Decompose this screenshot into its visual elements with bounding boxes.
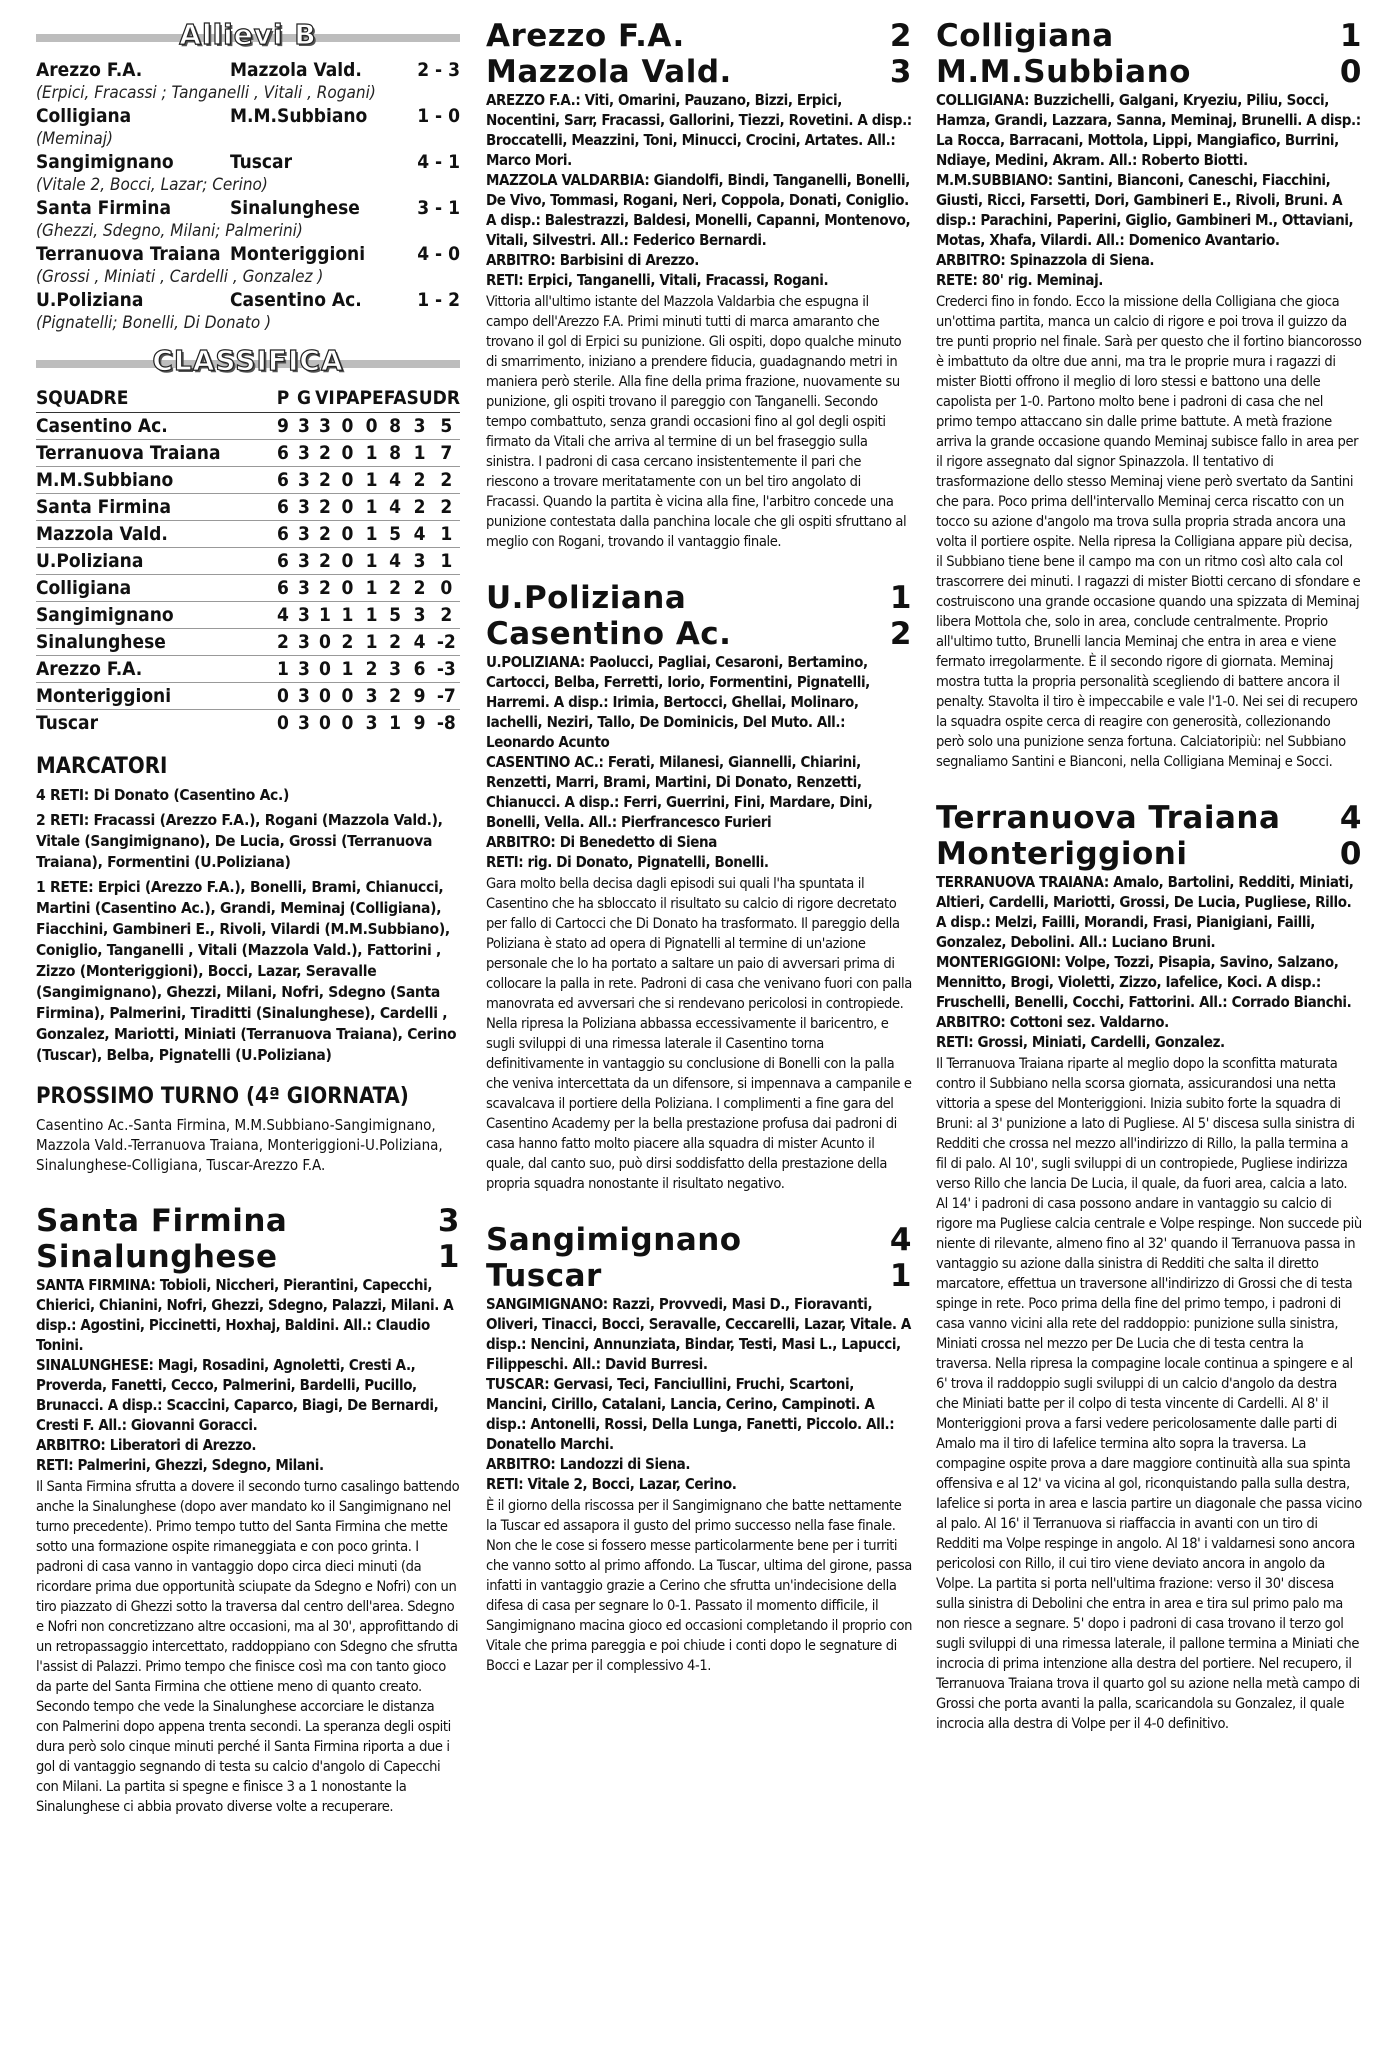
match-header: [486, 1222, 912, 1294]
stat-cell: 1: [359, 602, 383, 629]
result-away: Tuscar: [230, 151, 293, 173]
stat-cell: 0: [335, 467, 359, 494]
match-details: [486, 652, 912, 872]
result-scorers: (Erpici, Fracassi ; Tanganelli , Vitali , Rogani): [36, 83, 376, 103]
stat-cell: 5: [433, 413, 460, 440]
stat-cell: 3: [406, 602, 432, 629]
team-name: M.M.Subbiano: [36, 467, 272, 494]
match-report: Crederci fino in fondo. Ecco la missione della Colligiana che gioca un'ottima partita, manca un calcio di rigore e poi trova il guizzo da tre punti proprio nel finale. Sarà per questo che il fortino biancorosso è imbattuto da oltre due anni, ma tra le proprie mura i ragazzi di mister Biotti offrono il meglio di loro stessi e battono una delle capolista per 1-0. Partono molto bene i padroni di casa che nel primo tempo attaccano sin dalle prime battute. A metà frazione arriva la grande occasione quando Meminaj subisce fallo in area per il rigore assegnato dal signor Spinazzola. Il tentativo di trasformazione dello stesso Meminaj viene però svertato da Santini che para. Poco prima dell'intervallo Meminaj cerca riscatto con un tocco su azione d'angolo ma trova sulla propria strada ancora una volta il portiere ospite. Nella ripresa la Colligiana appare più decisa, il Subbiano tiene bene il campo ma con un ritmo così alto cala col trascorrere dei minuti. I ragazzi di mister Biotti cercano di sfondare e costruiscono una grande occasione quando una spizzata di Meminaj libera Mottola che, solo in area, conclude centralmente. Proprio all'ultimo tutto, Brunelli lancia Meminaj che entra in area e viene fermato irregolarmente. È il secondo rigore di giornata. Meminaj mostra tutta la propria personalità scegliendo di battere ancora il penalty. Stavolta il tiro è impeccabile e vale l'1-0. Nei sei di recupero la squadra ospite cerca di reagire con generosità, collezionando però solo una punizione senza fortuna. Calciatoripiù: nel Subbiano segnaliamo Santini e Bianconi, nella Colligiana Meminaj e Socci.: [936, 293, 1362, 770]
away-team: Casentino Ac.: [486, 616, 732, 652]
stat-cell: 4: [406, 629, 432, 656]
stat-cell: -3: [433, 656, 460, 683]
column-header: SQUADRE: [36, 384, 272, 413]
table-row: [36, 413, 460, 440]
column-header: DR: [433, 384, 460, 413]
result-scorers: (Meminaj): [36, 129, 114, 149]
team-name: Monteriggioni: [36, 683, 272, 710]
prossimo-title: PROSSIMO TURNO (4ª GIORNATA): [36, 1084, 409, 1109]
lineup-away: TUSCAR: Gervasi, Teci, Fanciullini, Fruchi, Scartoni, Mancini, Cirillo, Catalani, Lancia, Cerino, Campinoti. A disp.: Antonelli, Rossi, Della Lunga, Fanetti, Piccolo. All.: Donatello Marchi.: [486, 1375, 895, 1453]
result-away: Casentino Ac.: [230, 289, 362, 311]
result-home: Arezzo F.A.: [36, 59, 143, 81]
result-scorers: (Ghezzi, Sdegno, Milani; Palmerini): [36, 221, 303, 241]
team-name: Sinalunghese: [36, 629, 272, 656]
team-name: Santa Firmina: [36, 494, 272, 521]
result-row: [36, 104, 460, 128]
away-team: Tuscar: [486, 1258, 602, 1294]
home-score: 3: [437, 1203, 460, 1239]
home-score: 4: [1339, 800, 1362, 836]
stat-cell: 2: [272, 629, 293, 656]
column-right: [936, 18, 1362, 1734]
result-score: 3 - 1: [417, 197, 460, 219]
stat-cell: 4: [272, 602, 293, 629]
match-details: [486, 90, 912, 290]
stat-cell: 2: [314, 575, 335, 602]
stat-cell: 0: [314, 656, 335, 683]
result-scorers: (Vitale 2, Bocci, Lazar; Cerino): [36, 175, 268, 195]
team-name: Arezzo F.A.: [36, 656, 272, 683]
result-row: [36, 196, 460, 220]
stat-cell: 3: [293, 467, 314, 494]
stat-cell: 1: [433, 521, 460, 548]
home-score: 1: [1339, 18, 1362, 54]
home-team: Colligiana: [936, 18, 1114, 54]
stat-cell: 0: [335, 548, 359, 575]
stat-cell: 1: [384, 710, 407, 737]
stat-cell: -2: [433, 629, 460, 656]
stat-cell: 2: [406, 575, 432, 602]
stat-cell: 6: [272, 548, 293, 575]
result-scorers: (Pignatelli; Bonelli, Di Donato ): [36, 313, 272, 333]
stat-cell: 7: [433, 440, 460, 467]
result-away: Sinalunghese: [230, 197, 360, 219]
team-name: Tuscar: [36, 710, 272, 737]
home-score: 1: [889, 580, 912, 616]
stat-cell: 2: [314, 548, 335, 575]
stat-cell: 0: [335, 413, 359, 440]
stat-cell: 3: [293, 710, 314, 737]
result-home: Sangimignano: [36, 151, 174, 173]
home-team: Arezzo F.A.: [486, 18, 685, 54]
table-row: [36, 656, 460, 683]
stat-cell: 0: [272, 710, 293, 737]
marcatori-line: 4 RETI: Di Donato (Casentino Ac.): [36, 786, 290, 804]
lineup-home: AREZZO F.A.: Viti, Omarini, Pauzano, Bizzi, Erpici, Nocentini, Sarr, Fracassi, Gallorini, Tiezzi, Rovetini. A disp.: Broccatelli, Meazzini, Toni, Minucci, Crocini, Artates. All.: Marco Mori.: [486, 91, 912, 169]
match-header: [36, 1203, 460, 1275]
stat-cell: 3: [314, 413, 335, 440]
stat-cell: 0: [335, 494, 359, 521]
stat-cell: 1: [335, 602, 359, 629]
result-row: [36, 288, 460, 312]
stat-cell: 3: [293, 494, 314, 521]
stat-cell: 2: [335, 629, 359, 656]
stat-cell: 2: [359, 656, 383, 683]
referee: ARBITRO: Liberatori di Arezzo.: [36, 1436, 257, 1454]
stat-cell: 2: [314, 494, 335, 521]
stat-cell: 4: [384, 467, 407, 494]
match-details: [936, 90, 1362, 290]
table-row: [36, 440, 460, 467]
result-row: [36, 242, 460, 266]
goals: RETE: 80' rig. Meminaj.: [936, 271, 1104, 289]
column-header: SU: [406, 384, 432, 413]
referee: ARBITRO: Cottoni sez. Valdarno.: [936, 1013, 1169, 1031]
result-home: U.Poliziana: [36, 289, 144, 311]
stat-cell: 0: [335, 683, 359, 710]
stat-cell: 2: [314, 521, 335, 548]
stat-cell: 3: [293, 548, 314, 575]
team-name: Sangimignano: [36, 602, 272, 629]
stat-cell: 1: [335, 656, 359, 683]
column-header: G: [293, 384, 314, 413]
marcatori-title: MARCATORI: [36, 754, 168, 779]
stat-cell: 0: [335, 440, 359, 467]
table-row: [36, 494, 460, 521]
marcatori-line: 2 RETI: Fracassi (Arezzo F.A.), Rogani (Mazzola Vald.), Vitale (Sangimignano), De Lucia, Grossi (Terranuova Traiana), Formentini (U.Poliziana): [36, 811, 443, 871]
stat-cell: 8: [384, 440, 407, 467]
away-score: 0: [1339, 836, 1362, 872]
stat-cell: 3: [406, 548, 432, 575]
stat-cell: 3: [293, 629, 314, 656]
result-home: Colligiana: [36, 105, 132, 127]
match-report: Gara molto bella decisa dagli episodi sui quali l'ha spuntata il Casentino che ha sbloccato il risultato su calcio di rigore decretato per fallo di Cartocci che Di Donato ha trasformato. Il pareggio della Poliziana è stato ad opera di Pignatelli al termine di un'azione personale che lo ha portato a saltare un paio di avversari prima di collocare la palla in rete. Padroni di casa che venivano fuori con palla manovrata ed avversari che si rendevano pericolosi in contropiede. Nella ripresa la Poliziana abbassa eccessivamente il baricentro, e sugli sviluppi di una rimessa laterale il Casentino torna definitivamente in vantaggio su conclusione di Bonelli con la palla che veniva intercettata da un difensore, si impennava a campanile e scavalcava il portiere della Poliziana. I complimenti a fine gara del Casentino Academy per la bella prestazione profusa dai padroni di casa hanno fatto molto piacere alla squadra di mister Acunto il quale, dal canto suo, può dirsi soddisfatto della prestazione della propria squadra nonostante il risultato negativo.: [486, 875, 912, 1192]
stat-cell: 3: [293, 602, 314, 629]
match-details: [36, 1275, 460, 1475]
match-report: Il Santa Firmina sfrutta a dovere il secondo turno casalingo battendo anche la Sinalunghese (dopo aver mandato ko il Sangimignano nel turno precedente). Primo tempo tutto del Santa Firmina che mette sotto una formazione ospite rimaneggiata e con poco grinta. I padroni di casa vanno in vantaggio dopo circa dieci minuti (da ricordare prima due opportunità sciupate da Sdegno e Nofri) con un tiro piazzato di Ghezzi sotto la traversa dal centro dell'area. Sdegno e Nofri non concretizzano altre occasioni, ma al 30', approfittando di un retropassaggio intercettato, raddoppiano con Sdegno che sfrutta l'assist di Palazzi. Primo tempo che finisce così ma con tanto gioco da parte del Santa Firmina che ottiene meno di quanto creato. Secondo tempo che vede la Sinalunghese accorciare le distanza con Palmerini dopo appena trenta secondi. La speranza degli ospiti dura però solo cinque minuti perché il Santa Firmina riporta a due i gol di vantaggio segnando di testa su calcio d'angolo di Capecchi con Milani. La partita si spegne e finisce 3 a 1 nonostante la Sinalunghese ci abbia provato diverse volte a recuperare.: [36, 1478, 460, 1815]
team-name: Colligiana: [36, 575, 272, 602]
table-row: [36, 521, 460, 548]
stat-cell: -8: [433, 710, 460, 737]
table-header-row: [36, 384, 460, 413]
result-score: 2 - 3: [417, 59, 460, 81]
stat-cell: 5: [384, 602, 407, 629]
goals: RETI: Grossi, Miniati, Cardelli, Gonzalez.: [936, 1033, 1225, 1051]
result-score: 1 - 0: [417, 105, 460, 127]
home-score: 2: [889, 18, 912, 54]
stat-cell: 2: [406, 494, 432, 521]
column-header: PA: [335, 384, 359, 413]
stat-cell: 3: [293, 521, 314, 548]
stat-cell: 0: [272, 683, 293, 710]
lineup-away: MONTERIGGIONI: Volpe, Tozzi, Pisapia, Savino, Salzano, Mennitto, Brogi, Violetti, Zizzo, Iafelice, Koci. A disp.: Fruschelli, Benelli, Cocchi, Fattorini. All.: Corrado Bianchi.: [936, 953, 1352, 1011]
result-away: Mazzola Vald.: [230, 59, 362, 81]
stat-cell: 1: [359, 494, 383, 521]
result-away: M.M.Subbiano: [230, 105, 368, 127]
marcatori-line: 1 RETE: Erpici (Arezzo F.A.), Bonelli, Brami, Chianucci, Martini (Casentino Ac.), Grandi, Meminaj (Colligiana), Fiacchini, Gambineri E., Rivoli, Vilardi (M.M.Subbiano), Coniglio, Tanganelli , Vitali (Mazzola Vald.), Fattorini , Zizzo (Monteriggioni), Bocci, Lazar, Seravalle (Sangimignano), Ghezzi, Milani, Nofri, Sdegno (Santa Firmina), Palmerini, Tiraditti (Sinalunghese), Cardelli , Gonzalez, Mariotti, Miniati (Terranuova Traiana), Cerino (Tuscar), Belba, Pignatelli (U.Poliziana): [36, 878, 457, 1064]
home-team: Sangimignano: [486, 1222, 742, 1258]
table-row: [36, 575, 460, 602]
stat-cell: 0: [314, 629, 335, 656]
goals: RETI: Vitale 2, Bocci, Lazar, Cerino.: [486, 1475, 737, 1493]
result-home: Terranuova Traiana: [36, 243, 221, 265]
referee: ARBITRO: Di Benedetto di Siena: [486, 833, 717, 851]
result-scorers: (Grossi , Miniati , Cardelli , Gonzalez ): [36, 267, 324, 287]
referee: ARBITRO: Landozzi di Siena.: [486, 1455, 691, 1473]
lineup-home: SANTA FIRMINA: Tobioli, Niccheri, Pierantini, Capecchi, Chierici, Chianini, Nofri, Ghezzi, Sdegno, Palazzi, Milani. A disp.: Agostini, Piccinetti, Hoxhaj, Baldini. All.: Claudio Tonini.: [36, 1276, 454, 1354]
stat-cell: 1: [272, 656, 293, 683]
match-details: [936, 872, 1362, 1052]
home-team: Santa Firmina: [36, 1203, 288, 1239]
stat-cell: 2: [314, 440, 335, 467]
away-score: 3: [889, 54, 912, 90]
table-row: [36, 683, 460, 710]
stat-cell: 6: [272, 494, 293, 521]
allievi-header: [36, 18, 460, 58]
stat-cell: 6: [272, 575, 293, 602]
result-home: Santa Firmina: [36, 197, 172, 219]
referee: ARBITRO: Spinazzola di Siena.: [936, 251, 1155, 269]
results-list: [36, 58, 460, 334]
away-team: Monteriggioni: [936, 836, 1188, 872]
stat-cell: 2: [433, 494, 460, 521]
stat-cell: 3: [293, 413, 314, 440]
stat-cell: 6: [272, 440, 293, 467]
lineup-away: CASENTINO AC.: Ferati, Milanesi, Giannelli, Chiarini, Renzetti, Marri, Brami, Martini, Di Donato, Renzetti, Chianucci. A disp.: Ferri, Guerrini, Fini, Mardare, Dini, Bonelli, Vella. All.: Pierfrancesco Furieri: [486, 753, 873, 831]
home-team: U.Poliziana: [486, 580, 687, 616]
column-middle: [486, 18, 912, 1676]
match-header: [486, 580, 912, 652]
stat-cell: 4: [384, 548, 407, 575]
match-details: [486, 1294, 912, 1494]
result-away: Monteriggioni: [230, 243, 366, 265]
stat-cell: 9: [272, 413, 293, 440]
column-header: PE: [359, 384, 383, 413]
stat-cell: 3: [359, 710, 383, 737]
stat-cell: 2: [433, 467, 460, 494]
away-team: Mazzola Vald.: [486, 54, 732, 90]
result-row: [36, 150, 460, 174]
away-score: 1: [889, 1258, 912, 1294]
stat-cell: 4: [384, 494, 407, 521]
match-header: [936, 18, 1362, 90]
stat-cell: 2: [406, 467, 432, 494]
marcatori-list: [36, 785, 460, 1066]
table-row: [36, 467, 460, 494]
classifica-title: CLASSIFICA: [152, 344, 344, 377]
classifica-header: [36, 344, 460, 384]
stat-cell: 2: [314, 467, 335, 494]
stat-cell: 3: [293, 575, 314, 602]
goals: RETI: Erpici, Tanganelli, Vitali, Fracassi, Rogani.: [486, 271, 829, 289]
table-row: [36, 548, 460, 575]
stat-cell: 1: [433, 548, 460, 575]
goals: RETI: rig. Di Donato, Pignatelli, Bonelli.: [486, 853, 769, 871]
stat-cell: 3: [406, 413, 432, 440]
referee: ARBITRO: Barbisini di Arezzo.: [486, 251, 699, 269]
stat-cell: 3: [359, 683, 383, 710]
match-report: Vittoria all'ultimo istante del Mazzola Valdarbia che espugna il campo dell'Arezzo F.A. Primi minuti tutti di marca amaranto che trovano il gol di Erpici su punizione. Gli ospiti, dopo qualche minuto di smarrimento, iniziano a prendere fiducia, guadagnando metri in maniera però sterile. Alla fine della prima frazione, nuovamente su punizione, gli ospiti trovano il pareggio con Tanganelli. Secondo tempo combattuto, senza grandi occasioni fino al gol degli ospiti firmato da Vitali che arriva al termine di un bel fraseggio sulla sinistra. I padroni di casa cercano insistentemente il pari che riescono a trovare meritatamente con un bel tiro angolato di Fracassi. Quando la partita è vicina alla fine, l'arbitro concede una punizione contestata dalla panchina locale che gli ospiti sfruttano al meglio con Rogani, trovando il vantaggio finale.: [486, 293, 907, 550]
stat-cell: 1: [406, 440, 432, 467]
stat-cell: 1: [359, 521, 383, 548]
team-name: Mazzola Vald.: [36, 521, 272, 548]
stat-cell: 1: [359, 575, 383, 602]
stat-cell: 1: [359, 467, 383, 494]
stat-cell: 3: [293, 440, 314, 467]
stat-cell: 2: [384, 683, 407, 710]
stat-cell: 3: [293, 683, 314, 710]
classifica-table: [36, 384, 460, 736]
stat-cell: -7: [433, 683, 460, 710]
lineup-home: COLLIGIANA: Buzzichelli, Galgani, Kryeziu, Piliu, Socci, Hamza, Grandi, Lazzara, Sanna, Meminaj, Brunelli. A disp.: La Rocca, Barracani, Mottola, Lippi, Mangiafico, Burrini, Ndiaye, Medini, Akram. All.: Roberto Biotti.: [936, 91, 1361, 169]
table-row: [36, 602, 460, 629]
stat-cell: 8: [384, 413, 407, 440]
column-header: VI: [314, 384, 335, 413]
lineup-home: TERRANUOVA TRAIANA: Amalo, Bartolini, Redditi, Miniati, Altieri, Cardelli, Mariotti, Grossi, De Lucia, Pugliese, Rillo. A disp.: Melzi, Failli, Morandi, Frasi, Pianigiani, Failli, Gonzalez, Debolini. All.: Luciano Bruni.: [936, 873, 1354, 951]
stat-cell: 9: [406, 710, 432, 737]
column-header: FA: [384, 384, 407, 413]
team-name: U.Poliziana: [36, 548, 272, 575]
table-row: [36, 710, 460, 737]
column-header: P: [272, 384, 293, 413]
stat-cell: 2: [384, 575, 407, 602]
match-header: [936, 800, 1362, 872]
lineup-away: MAZZOLA VALDARBIA: Giandolfi, Bindi, Tanganelli, Bonelli, De Vivo, Tommasi, Rogani, Neri, Coppola, Donati, Coniglio. A disp.: Balestrazzi, Baldesi, Monelli, Capanni, Montenovo, Vitali, Silvestri. All.: Federico Bernardi.: [486, 171, 911, 249]
away-team: Sinalunghese: [36, 1239, 278, 1275]
result-score: 1 - 2: [417, 289, 460, 311]
away-score: 0: [1339, 54, 1362, 90]
lineup-home: U.POLIZIANA: Paolucci, Pagliai, Cesaroni, Bertamino, Cartocci, Belba, Ferretti, Iorio, Formentini, Pignatelli, Harremi. A disp.: Irimia, Bertocci, Ghellai, Molinaro, Iachelli, Neziri, Tallo, De Dominicis, Del Muto. All.: Leonardo Acunto: [486, 653, 870, 751]
stat-cell: 0: [433, 575, 460, 602]
home-team: Terranuova Traiana: [936, 800, 1281, 836]
result-score: 4 - 0: [417, 243, 460, 265]
stat-cell: 1: [359, 629, 383, 656]
stat-cell: 2: [433, 602, 460, 629]
result-row: [36, 58, 460, 82]
stat-cell: 6: [272, 521, 293, 548]
stat-cell: 6: [272, 467, 293, 494]
match-header: [486, 18, 912, 90]
lineup-away: M.M.SUBBIANO: Santini, Bianconi, Caneschi, Fiacchini, Giusti, Ricci, Farsetti, Dori, Gambineri E., Rivoli, Bruni. A disp.: Parachini, Paperini, Giglio, Gambineri M., Ottaviani, Motas, Xhafa, Vilardi. All.: Domenico Avantario.: [936, 171, 1354, 249]
away-score: 2: [889, 616, 912, 652]
stat-cell: 1: [359, 440, 383, 467]
stat-cell: 0: [335, 575, 359, 602]
away-score: 1: [437, 1239, 460, 1275]
stat-cell: 0: [359, 413, 383, 440]
allievi-title: Allievi B: [179, 18, 317, 51]
stat-cell: 1: [314, 602, 335, 629]
stat-cell: 0: [314, 710, 335, 737]
stat-cell: 4: [406, 521, 432, 548]
stat-cell: 1: [359, 548, 383, 575]
lineup-home: SANGIMIGNANO: Razzi, Provvedi, Masi D., Fioravanti, Oliveri, Tinacci, Bocci, Seravalle, Ceccarelli, Lazar, Vitale. A disp.: Nencini, Annunziata, Bindar, Testi, Masi L., Lapucci, Filippeschi. All.: David Burresi.: [486, 1295, 911, 1373]
away-team: M.M.Subbiano: [936, 54, 1191, 90]
stat-cell: 9: [406, 683, 432, 710]
stat-cell: 6: [406, 656, 432, 683]
result-score: 4 - 1: [417, 151, 460, 173]
goals: RETI: Palmerini, Ghezzi, Sdegno, Milani.: [36, 1456, 324, 1474]
stat-cell: 5: [384, 521, 407, 548]
match-report: È il giorno della riscossa per il Sangimignano che batte nettamente la Tuscar ed assapora il gusto del primo successo nella fase finale. Non che le cose si fossero messe particolarmente bene per i turriti che vanno sotto al primo affondo. La Tuscar, ultima del girone, passa infatti in vantaggio grazie a Cerino che sfrutta un'indecisione della difesa di casa per segnare lo 0-1. Passato il momento difficile, il Sangimignano macina gioco ed occasioni completando il proprio con Vitale che prima pareggia e poi chiude i conti dopo le segnature di Bocci e Lazar per il complessivo 4-1.: [486, 1497, 913, 1674]
home-score: 4: [889, 1222, 912, 1258]
match-report: Il Terranuova Traiana riparte al meglio dopo la sconfitta maturata contro il Subbiano nella scorsa giornata, assicurandosi una netta vittoria a spese del Monteriggioni. Inizia subito forte la squadra di Bruni: al 3' punizione a lato di Pugliese. Al 5' discesa sulla sinistra di Redditi che crossa nel mezzo all'indirizzo di Rillo, la palla termina a fil di palo. Al 10', sugli sviluppi di un contropiede, Pugliese indirizza verso Rillo che lancia De Lucia, il quale, da fuori area, calcia a lato. Al 14' i padroni di casa possono andare in vantaggio su calcio di rigore ma Pugliese calcia centrale e Volpe respinge. Non succede più niente di rilevante, almeno fino al 32' quando il Terranuova passa in vantaggio su azione dalla sinistra di Redditi che salta il diretto marcatore, effettua un traversone all'indirizzo di Grossi che di testa spinge in rete. Poco prima della fine del primo tempo, i padroni di casa vanno vicini alla rete del raddoppio: punizione sulla sinistra, Miniati crossa nel mezzo per De Lucia che di testa centra la traversa. Nella ripresa la compagine locale continua a spingere e al 6' trova il raddoppio sugli sviluppi di un calcio d'angolo da destra che Miniati batte per il colpo di testa vincente di Cardelli. Al 8' il Monteriggioni prova a farsi vedere pericolosamente dalle parti di Amalo ma il tiro di Iafelice termina alto sopra la traversa. La compagine ospite prova a dare maggiore continuità alla sua spinta offensiva e al 12' va vicina al gol, riconquistando palla sulla destra, Iafelice si porta in area e lascia partire un diagonale che passa vicino al palo. Al 16' il Terranuova si riaffaccia in avanti con un tiro di Redditi ma Volpe respinge in angolo. Al 18' i valdarnesi sono ancora pericolosi con Rillo, il cui tiro viene deviato ancora in angolo da Volpe. La partita si porta nell'ultima frazione: verso il 30' discesa sulla sinistra di Debolini che entra in area e tira sul primo palo ma non riesce a segnare. 5' dopo i padroni di casa trovano il terzo gol sugli sviluppi di una rimessa laterale, il pallone termina a Miniati che incrocia di prima intenzione alla destra del portiere. Nel recupero, il Terranuova Traiana trova il quarto gol su azione nella metà campo di Grossi che porta avanti la palla, scaricandola su Gonzalez, il quale incrocia alla destra di Volpe per il 4-0 definitivo.: [936, 1055, 1362, 1732]
stat-cell: 0: [314, 683, 335, 710]
lineup-away: SINALUNGHESE: Magi, Rosadini, Agnoletti, Cresti A., Proverda, Fanetti, Cecco, Palmerini, Bardelli, Pucillo, Brunacci. A disp.: Scaccini, Caparco, Biagi, De Bernardi, Cresti F. All.: Giovanni Goracci.: [36, 1356, 439, 1434]
team-name: Terranuova Traiana: [36, 440, 272, 467]
stat-cell: 0: [335, 710, 359, 737]
column-left: [36, 18, 460, 1817]
stat-cell: 3: [293, 656, 314, 683]
stat-cell: 0: [335, 521, 359, 548]
stat-cell: 2: [384, 629, 407, 656]
prossimo-text: Casentino Ac.-Santa Firmina, M.M.Subbiano-Sangimignano, Mazzola Vald.-Terranuova Traiana, Monteriggioni-U.Poliziana, Sinalunghese-Colligiana, Tuscar-Arezzo F.A.: [36, 1116, 443, 1174]
team-name: Casentino Ac.: [36, 413, 272, 440]
table-row: [36, 629, 460, 656]
stat-cell: 3: [384, 656, 407, 683]
